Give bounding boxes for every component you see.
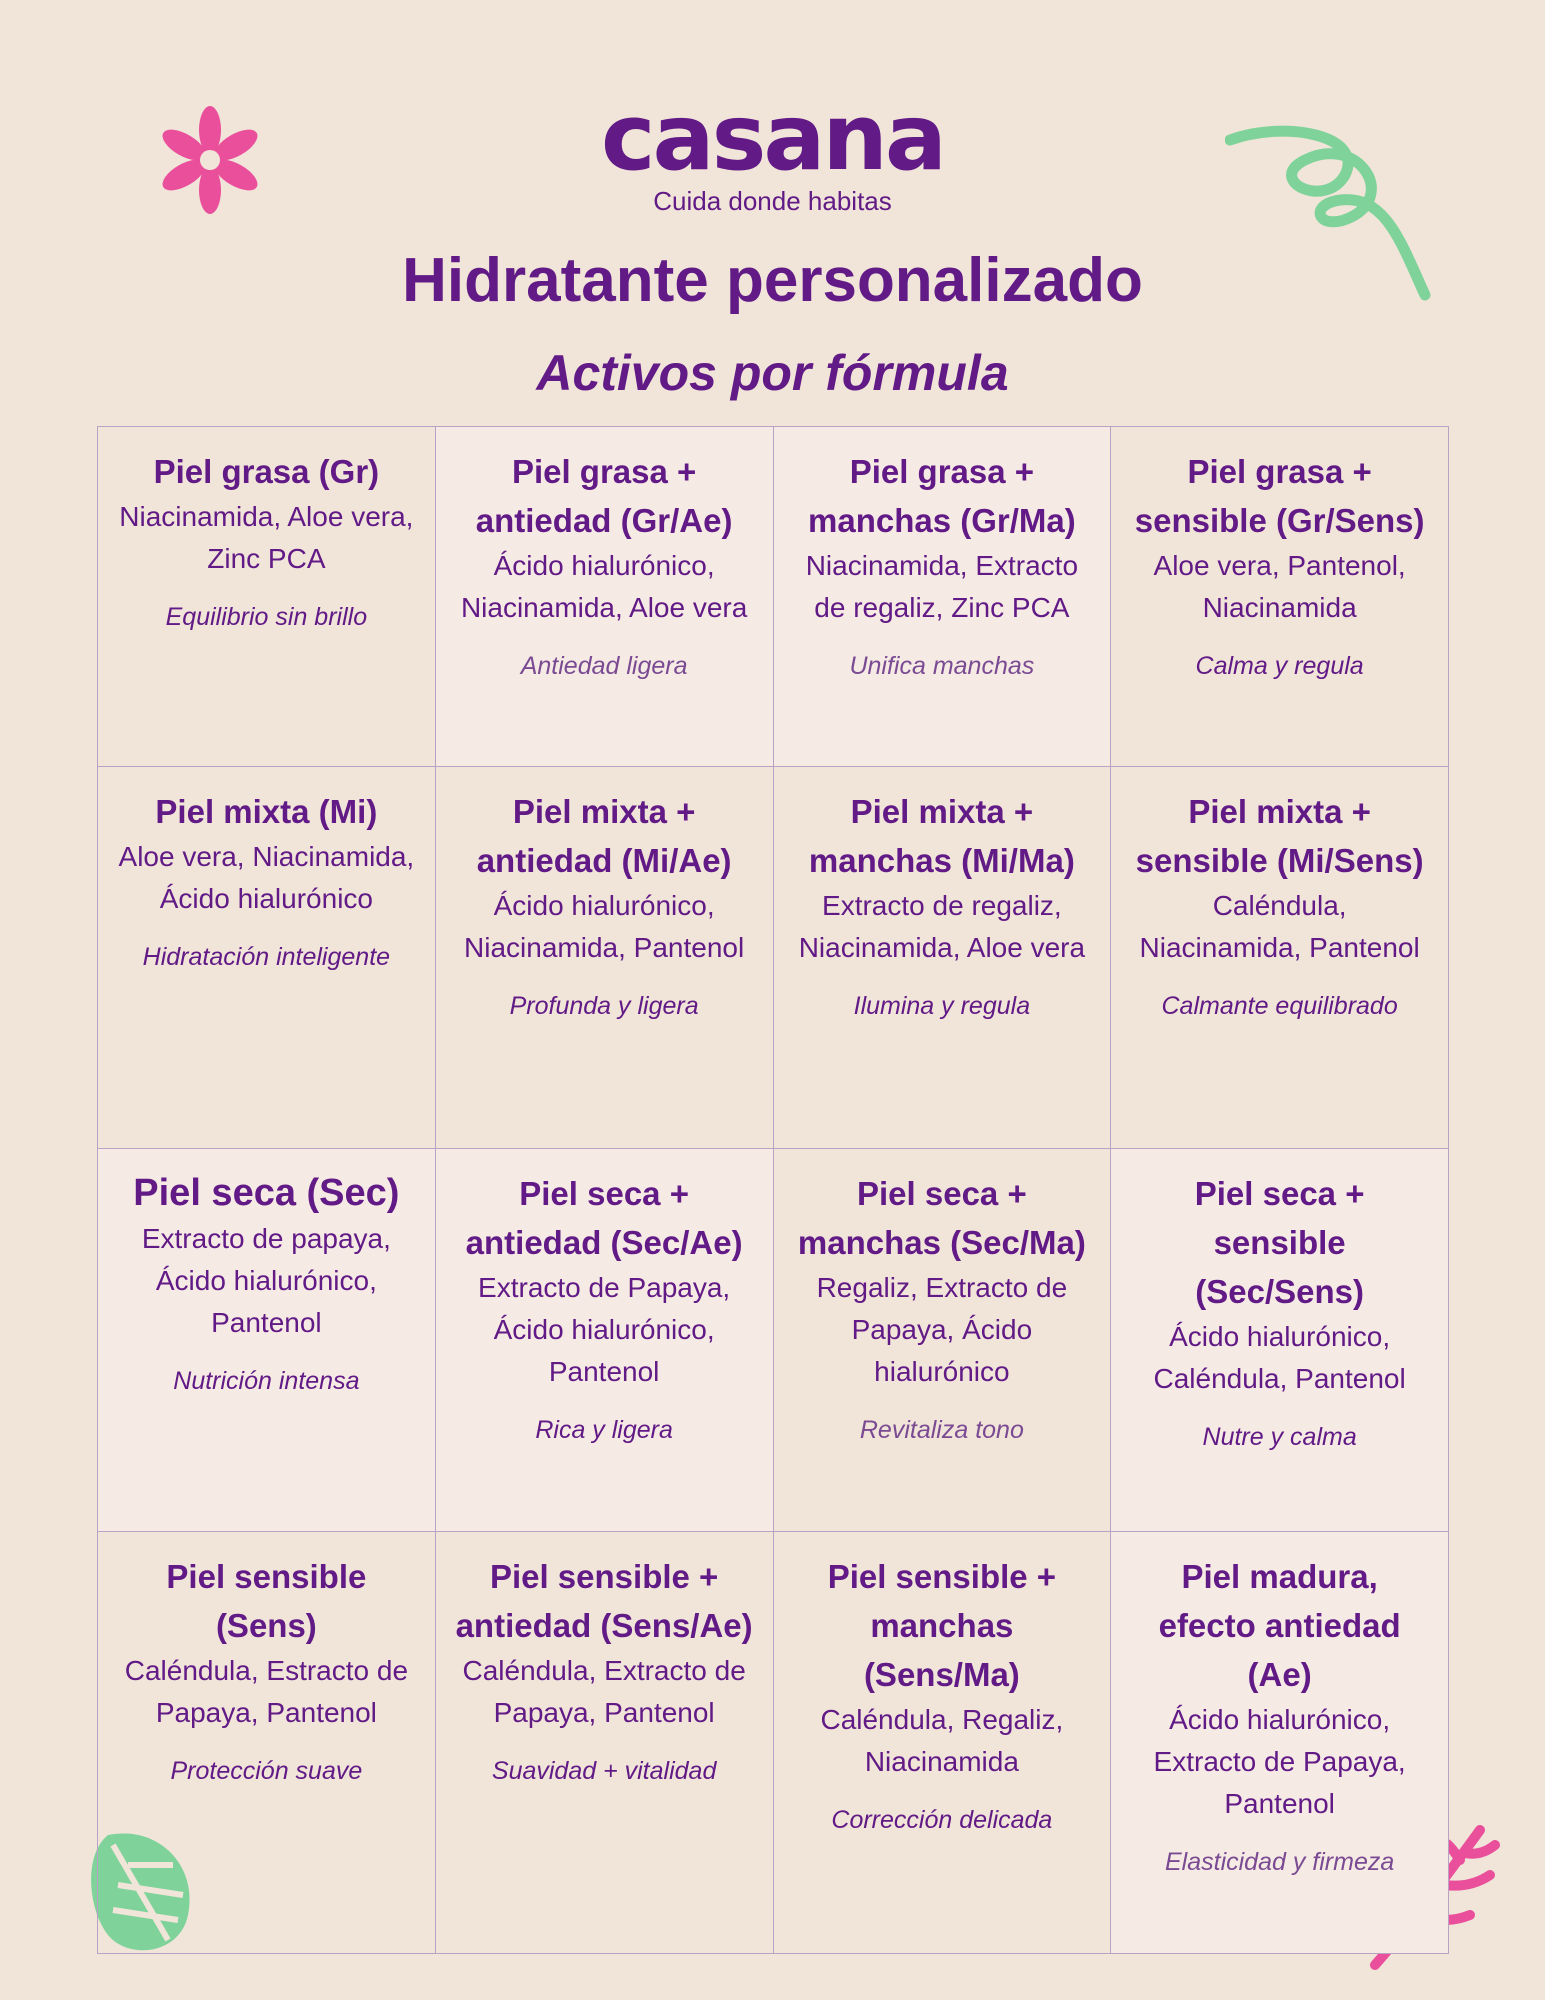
formula-cell bbox=[774, 1532, 1112, 1954]
formula-title: Piel mixta + sensible (Mi/Sens) bbox=[1135, 793, 1424, 879]
formula-cell bbox=[1111, 1532, 1449, 1954]
formula-note: Protección suave bbox=[170, 1757, 363, 1785]
brand-logo: casana bbox=[600, 84, 945, 191]
formula-cell bbox=[774, 1149, 1112, 1532]
formula-note: Revitaliza tono bbox=[859, 1416, 1024, 1444]
formula-actives: Caléndula, Estracto de Papaya, Pantenol bbox=[124, 1655, 409, 1728]
formula-cell bbox=[436, 1149, 774, 1532]
formula-cell bbox=[1111, 767, 1449, 1149]
formula-note: Calma y regula bbox=[1195, 652, 1364, 680]
formula-actives: Aloe vera, Niacinamida, Ácido hialurónico bbox=[118, 841, 415, 914]
formula-actives: Ácido hialurónico, Niacinamida, Aloe vera bbox=[460, 550, 748, 623]
formula-actives: Caléndula, Extracto de Papaya, Pantenol bbox=[462, 1655, 746, 1728]
formula-actives: Extracto de Papaya, Ácido hialurónico, Pantenol bbox=[478, 1272, 731, 1387]
formula-actives: Ácido hialurónico, Caléndula, Pantenol bbox=[1153, 1321, 1406, 1394]
formula-cell bbox=[98, 1149, 436, 1532]
formula-actives: Caléndula, Regaliz, Niacinamida bbox=[820, 1704, 1064, 1777]
formula-cell bbox=[98, 427, 436, 767]
formula-actives: Ácido hialurónico, Extracto de Papaya, Pantenol bbox=[1153, 1704, 1406, 1819]
formula-title: Piel sensible + manchas (Sens/Ma) bbox=[827, 1558, 1057, 1693]
formula-actives: Extracto de papaya, Ácido hialurónico, Pantenol bbox=[141, 1223, 391, 1338]
formula-cell bbox=[436, 427, 774, 767]
formula-note: Elasticidad y firmeza bbox=[1165, 1848, 1395, 1876]
formula-note: Calmante equilibrado bbox=[1161, 992, 1398, 1020]
formula-title: Piel seca + manchas (Sec/Ma) bbox=[797, 1175, 1086, 1261]
formula-cell bbox=[98, 767, 436, 1149]
formula-title: Piel grasa + antiedad (Gr/Ae) bbox=[475, 453, 733, 539]
formula-title: Piel madura, efecto antiedad (Ae) bbox=[1158, 1558, 1401, 1693]
formula-actives: Regaliz, Extracto de Papaya, Ácido hialurónico bbox=[816, 1272, 1068, 1387]
formula-title: Piel seca + sensible (Sec/Sens) bbox=[1194, 1175, 1365, 1310]
formula-actives: Caléndula, Niacinamida, Pantenol bbox=[1139, 890, 1420, 963]
formula-cell bbox=[774, 427, 1112, 767]
formula-note: Profunda y ligera bbox=[509, 992, 699, 1020]
brand-tagline: Cuida donde habitas bbox=[653, 186, 892, 216]
formula-actives: Niacinamida, Extracto de regaliz, Zinc PCA bbox=[805, 550, 1079, 623]
formula-cell bbox=[1111, 1149, 1449, 1532]
formula-note: Equilibrio sin brillo bbox=[165, 603, 368, 631]
formula-title: Piel mixta + antiedad (Mi/Ae) bbox=[476, 793, 732, 879]
formula-note: Corrección delicada bbox=[831, 1806, 1053, 1834]
formula-title: Piel grasa (Gr) bbox=[153, 453, 380, 490]
formula-note: Antiedad ligera bbox=[520, 652, 688, 680]
formula-grid bbox=[97, 426, 1449, 1954]
page-title: Hidratante personalizado bbox=[402, 246, 1143, 315]
formula-cell bbox=[774, 767, 1112, 1149]
formula-note: Nutre y calma bbox=[1202, 1423, 1357, 1451]
formula-title: Piel sensible + antiedad (Sens/Ae) bbox=[455, 1558, 753, 1644]
formula-title: Piel seca + antiedad (Sec/Ae) bbox=[465, 1175, 743, 1261]
formula-note: Ilumina y regula bbox=[853, 992, 1031, 1020]
formula-cell bbox=[98, 1532, 436, 1954]
page-subtitle: Activos por fórmula bbox=[536, 345, 1009, 401]
formula-title: Piel sensible (Sens) bbox=[166, 1558, 367, 1644]
formula-actives: Niacinamida, Aloe vera, Zinc PCA bbox=[119, 501, 414, 574]
formula-actives: Ácido hialurónico, Niacinamida, Pantenol bbox=[464, 890, 745, 963]
formula-actives: Aloe vera, Pantenol, Niacinamida bbox=[1153, 550, 1406, 623]
formula-note: Hidratación inteligente bbox=[142, 943, 391, 971]
formula-actives: Extracto de regaliz, Niacinamida, Aloe vera bbox=[798, 890, 1086, 963]
formula-cell bbox=[436, 1532, 774, 1954]
formula-title: Piel grasa + sensible (Gr/Sens) bbox=[1134, 453, 1425, 539]
formula-note: Rica y ligera bbox=[535, 1416, 673, 1444]
formula-title: Piel mixta (Mi) bbox=[155, 793, 378, 830]
formula-title: Piel mixta + manchas (Mi/Ma) bbox=[808, 793, 1075, 879]
formula-title: Piel grasa + manchas (Gr/Ma) bbox=[808, 453, 1076, 539]
formula-title: Piel seca (Sec) bbox=[133, 1172, 400, 1214]
formula-cell bbox=[436, 767, 774, 1149]
formula-cell bbox=[1111, 427, 1449, 767]
formula-note: Nutrición intensa bbox=[173, 1367, 360, 1395]
formula-note: Suavidad + vitalidad bbox=[491, 1757, 717, 1785]
formula-note: Unifica manchas bbox=[849, 652, 1035, 680]
